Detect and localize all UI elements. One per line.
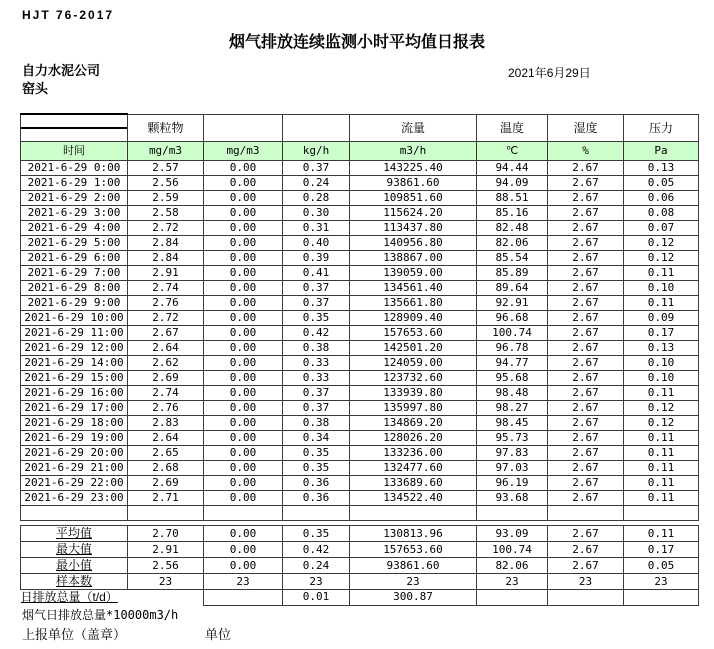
daily-total-value-cell	[624, 590, 699, 606]
empty-cell	[283, 506, 350, 521]
value-cell: 0.12	[624, 401, 699, 416]
value-cell: 2.67	[548, 341, 624, 356]
value-cell: 0.28	[283, 191, 350, 206]
summary-label: 平均值	[55, 526, 92, 540]
table-row	[21, 221, 699, 236]
value-cell: 2.67	[548, 236, 624, 251]
unit-cell: mg/m3	[128, 142, 204, 161]
summary-value-cell: 0.00	[204, 558, 283, 574]
value-cell: 2.76	[128, 296, 204, 311]
empty-cell	[21, 506, 128, 521]
value-cell: 135997.80	[350, 401, 477, 416]
value-cell: 0.00	[204, 416, 283, 431]
summary-value-cell: 23	[204, 574, 283, 590]
summary-value-cell: 93861.60	[350, 558, 477, 574]
time-cell: 2021-6-29 2:00	[21, 191, 128, 206]
value-cell: 96.68	[477, 311, 548, 326]
value-cell: 0.10	[624, 371, 699, 386]
value-cell: 2.67	[548, 251, 624, 266]
value-cell: 124059.00	[350, 356, 477, 371]
table-row	[21, 356, 699, 371]
value-cell: 0.12	[624, 236, 699, 251]
value-cell: 98.48	[477, 386, 548, 401]
time-cell: 2021-6-29 21:00	[21, 461, 128, 476]
summary-value-cell: 0.17	[624, 542, 699, 558]
value-cell: 0.00	[204, 446, 283, 461]
value-cell: 0.00	[204, 431, 283, 446]
summary-value-cell: 130813.96	[350, 526, 477, 542]
time-cell: 2021-6-29 23:00	[21, 491, 128, 506]
table-row	[21, 266, 699, 281]
value-cell: 0.41	[283, 266, 350, 281]
company-block	[22, 62, 100, 98]
value-cell: 2.67	[548, 446, 624, 461]
value-cell: 0.00	[204, 311, 283, 326]
value-cell: 0.06	[624, 191, 699, 206]
monitoring-table	[20, 113, 699, 521]
value-cell: 0.38	[283, 341, 350, 356]
value-cell: 96.19	[477, 476, 548, 491]
corner-cell	[21, 114, 128, 142]
summary-value-cell: 23	[477, 574, 548, 590]
value-cell: 2.59	[128, 191, 204, 206]
value-cell: 97.83	[477, 446, 548, 461]
col-header-particulate: 颗粒物	[128, 114, 204, 142]
value-cell: 0.35	[283, 446, 350, 461]
empty-cell	[548, 506, 624, 521]
value-cell: 92.91	[477, 296, 548, 311]
unit-cell: mg/m3	[204, 142, 283, 161]
summary-label: 最小值	[55, 558, 92, 572]
value-cell: 2.68	[128, 461, 204, 476]
value-cell: 85.89	[477, 266, 548, 281]
value-cell: 2.67	[548, 296, 624, 311]
time-cell: 2021-6-29 16:00	[21, 386, 128, 401]
value-cell: 2.67	[548, 401, 624, 416]
table-row	[21, 326, 699, 341]
value-cell: 0.35	[283, 311, 350, 326]
value-cell: 0.17	[624, 326, 699, 341]
summary-value-cell: 0.00	[204, 526, 283, 542]
value-cell: 143225.40	[350, 161, 477, 176]
value-cell: 0.30	[283, 206, 350, 221]
value-cell: 96.78	[477, 341, 548, 356]
value-cell: 2.83	[128, 416, 204, 431]
time-cell: 2021-6-29 14:00	[21, 356, 128, 371]
value-cell: 138867.00	[350, 251, 477, 266]
value-cell: 109851.60	[350, 191, 477, 206]
empty-row	[21, 506, 699, 521]
value-cell: 0.00	[204, 176, 283, 191]
summary-value-cell: 0.42	[283, 542, 350, 558]
value-cell: 2.64	[128, 341, 204, 356]
time-cell: 2021-6-29 11:00	[21, 326, 128, 341]
time-column-header: 时间	[21, 142, 128, 161]
empty-cell	[204, 506, 283, 521]
value-cell: 134869.20	[350, 416, 477, 431]
value-cell: 2.76	[128, 401, 204, 416]
value-cell: 2.67	[548, 206, 624, 221]
value-cell: 93.68	[477, 491, 548, 506]
summary-body	[21, 526, 699, 606]
time-cell: 2021-6-29 7:00	[21, 266, 128, 281]
value-cell: 0.05	[624, 176, 699, 191]
value-cell: 0.00	[204, 461, 283, 476]
value-cell: 0.00	[204, 356, 283, 371]
value-cell: 2.74	[128, 386, 204, 401]
value-cell: 2.62	[128, 356, 204, 371]
standard-code: HJT 76-2017	[22, 8, 115, 22]
value-cell: 2.84	[128, 236, 204, 251]
summary-value-cell: 23	[350, 574, 477, 590]
summary-value-cell: 23	[548, 574, 624, 590]
value-cell: 93861.60	[350, 176, 477, 191]
value-cell: 2.69	[128, 476, 204, 491]
value-cell: 0.00	[204, 386, 283, 401]
empty-cell	[128, 506, 204, 521]
time-cell: 2021-6-29 12:00	[21, 341, 128, 356]
table-row	[21, 416, 699, 431]
daily-total-value-cell	[477, 590, 548, 606]
value-cell: 2.67	[548, 461, 624, 476]
table-row	[21, 161, 699, 176]
value-cell: 128026.20	[350, 431, 477, 446]
value-cell: 94.09	[477, 176, 548, 191]
unit-cell: Pa	[624, 142, 699, 161]
summary-row	[21, 526, 699, 542]
value-cell: 2.71	[128, 491, 204, 506]
value-cell: 0.37	[283, 401, 350, 416]
summary-row	[21, 574, 699, 590]
value-cell: 0.10	[624, 281, 699, 296]
unit-cell: ℃	[477, 142, 548, 161]
col-header-humidity: 湿度	[548, 114, 624, 142]
value-cell: 2.72	[128, 221, 204, 236]
value-cell: 2.67	[548, 266, 624, 281]
time-cell: 2021-6-29 19:00	[21, 431, 128, 446]
table-row	[21, 251, 699, 266]
value-cell: 0.00	[204, 206, 283, 221]
value-cell: 0.12	[624, 416, 699, 431]
table-row	[21, 206, 699, 221]
value-cell: 0.12	[624, 251, 699, 266]
value-cell: 2.65	[128, 446, 204, 461]
value-cell: 0.11	[624, 386, 699, 401]
value-cell: 2.67	[548, 431, 624, 446]
table-row	[21, 176, 699, 191]
time-cell: 2021-6-29 17:00	[21, 401, 128, 416]
summary-value-cell: 0.35	[283, 526, 350, 542]
value-cell: 95.68	[477, 371, 548, 386]
col-header-empty-2	[283, 114, 350, 142]
value-cell: 0.13	[624, 161, 699, 176]
summary-value-cell: 23	[128, 574, 204, 590]
summary-value-cell: 2.56	[128, 558, 204, 574]
value-cell: 0.24	[283, 176, 350, 191]
value-cell: 132477.60	[350, 461, 477, 476]
summary-value-cell: 0.05	[624, 558, 699, 574]
value-cell: 0.00	[204, 236, 283, 251]
value-cell: 97.03	[477, 461, 548, 476]
summary-value-cell: 0.11	[624, 526, 699, 542]
value-cell: 0.11	[624, 461, 699, 476]
value-cell: 0.00	[204, 281, 283, 296]
table-row	[21, 281, 699, 296]
summary-label: 最大值	[55, 542, 92, 556]
summary-label-cell	[21, 526, 128, 542]
time-cell: 2021-6-29 1:00	[21, 176, 128, 191]
value-cell: 2.72	[128, 311, 204, 326]
value-cell: 133939.80	[350, 386, 477, 401]
value-cell: 2.58	[128, 206, 204, 221]
value-cell: 0.00	[204, 401, 283, 416]
summary-row	[21, 558, 699, 574]
daily-total-label: 日排放总量（t/d）	[20, 590, 118, 604]
value-cell: 2.67	[548, 356, 624, 371]
group-header-row	[21, 114, 699, 142]
value-cell: 2.67	[128, 326, 204, 341]
unit-header-row	[21, 142, 699, 161]
value-cell: 0.33	[283, 356, 350, 371]
value-cell: 0.38	[283, 416, 350, 431]
value-cell: 2.67	[548, 161, 624, 176]
daily-total-label-cell	[21, 590, 204, 606]
summary-table	[20, 525, 699, 606]
time-cell: 2021-6-29 18:00	[21, 416, 128, 431]
value-cell: 0.39	[283, 251, 350, 266]
value-cell: 94.44	[477, 161, 548, 176]
time-cell: 2021-6-29 4:00	[21, 221, 128, 236]
col-header-pressure: 压力	[624, 114, 699, 142]
value-cell: 0.34	[283, 431, 350, 446]
value-cell: 2.64	[128, 431, 204, 446]
value-cell: 140956.80	[350, 236, 477, 251]
value-cell: 134522.40	[350, 491, 477, 506]
table-row	[21, 431, 699, 446]
report-unit-label: 上报单位（盖章）	[22, 627, 127, 642]
value-cell: 0.08	[624, 206, 699, 221]
value-cell: 2.56	[128, 176, 204, 191]
value-cell: 0.36	[283, 476, 350, 491]
table-row	[21, 341, 699, 356]
value-cell: 82.06	[477, 236, 548, 251]
time-cell: 2021-6-29 9:00	[21, 296, 128, 311]
value-cell: 2.57	[128, 161, 204, 176]
summary-value-cell: 23	[624, 574, 699, 590]
summary-value-cell: 157653.60	[350, 542, 477, 558]
value-cell: 85.16	[477, 206, 548, 221]
time-cell: 2021-6-29 22:00	[21, 476, 128, 491]
value-cell: 2.67	[548, 221, 624, 236]
daily-total-value-cell	[204, 590, 283, 606]
value-cell: 0.11	[624, 266, 699, 281]
value-cell: 157653.60	[350, 326, 477, 341]
value-cell: 0.37	[283, 296, 350, 311]
value-cell: 88.51	[477, 191, 548, 206]
value-cell: 100.74	[477, 326, 548, 341]
value-cell: 0.11	[624, 296, 699, 311]
value-cell: 128909.40	[350, 311, 477, 326]
summary-value-cell: 2.91	[128, 542, 204, 558]
value-cell: 94.77	[477, 356, 548, 371]
summary-value-cell: 2.67	[548, 558, 624, 574]
value-cell: 0.40	[283, 236, 350, 251]
summary-label-cell	[21, 574, 128, 590]
value-cell: 2.67	[548, 476, 624, 491]
value-cell: 0.00	[204, 476, 283, 491]
value-cell: 0.35	[283, 461, 350, 476]
value-cell: 0.00	[204, 341, 283, 356]
value-cell: 2.67	[548, 386, 624, 401]
value-cell: 0.36	[283, 491, 350, 506]
value-cell: 2.67	[548, 416, 624, 431]
value-cell: 0.00	[204, 371, 283, 386]
page-title: 烟气排放连续监测小时平均值日报表	[228, 34, 485, 51]
value-cell: 133689.60	[350, 476, 477, 491]
value-cell: 113437.80	[350, 221, 477, 236]
time-cell: 2021-6-29 8:00	[21, 281, 128, 296]
summary-value-cell: 93.09	[477, 526, 548, 542]
table-row	[21, 491, 699, 506]
summary-label-cell	[21, 542, 128, 558]
table-row	[21, 446, 699, 461]
value-cell: 0.00	[204, 161, 283, 176]
report-date: 2021年6月29日	[508, 66, 591, 80]
col-header-flow: 流量	[350, 114, 477, 142]
value-cell: 0.42	[283, 326, 350, 341]
table-row	[21, 401, 699, 416]
col-header-empty-1	[204, 114, 283, 142]
table-header	[21, 114, 699, 161]
value-cell: 0.33	[283, 371, 350, 386]
value-cell: 85.54	[477, 251, 548, 266]
value-cell: 0.10	[624, 356, 699, 371]
value-cell: 98.45	[477, 416, 548, 431]
value-cell: 0.11	[624, 491, 699, 506]
value-cell: 0.11	[624, 446, 699, 461]
empty-cell	[624, 506, 699, 521]
value-cell: 0.00	[204, 326, 283, 341]
empty-cell	[477, 506, 548, 521]
time-cell: 2021-6-29 5:00	[21, 236, 128, 251]
flow-total-note: 烟气日排放总量*10000m3/h	[22, 608, 179, 622]
value-cell: 0.00	[204, 251, 283, 266]
value-cell: 2.67	[548, 371, 624, 386]
value-cell: 82.48	[477, 221, 548, 236]
summary-value-cell: 23	[283, 574, 350, 590]
summary-value-cell: 0.24	[283, 558, 350, 574]
daily-total-value-cell: 300.87	[350, 590, 477, 606]
empty-cell	[350, 506, 477, 521]
summary-value-cell: 2.67	[548, 542, 624, 558]
time-cell: 2021-6-29 15:00	[21, 371, 128, 386]
value-cell: 123732.60	[350, 371, 477, 386]
station-name: 窑头	[22, 81, 49, 96]
value-cell: 0.00	[204, 221, 283, 236]
value-cell: 2.67	[548, 326, 624, 341]
value-cell: 2.67	[548, 491, 624, 506]
value-cell: 139059.00	[350, 266, 477, 281]
time-cell: 2021-6-29 10:00	[21, 311, 128, 326]
summary-label-cell	[21, 558, 128, 574]
value-cell: 142501.20	[350, 341, 477, 356]
value-cell: 0.07	[624, 221, 699, 236]
value-cell: 89.64	[477, 281, 548, 296]
table-row	[21, 191, 699, 206]
value-cell: 95.73	[477, 431, 548, 446]
value-cell: 0.37	[283, 281, 350, 296]
value-cell: 0.00	[204, 266, 283, 281]
value-cell: 0.00	[204, 191, 283, 206]
table-row	[21, 476, 699, 491]
table-row	[21, 296, 699, 311]
value-cell: 2.67	[548, 176, 624, 191]
table-row	[21, 371, 699, 386]
daily-total-value-cell	[548, 590, 624, 606]
table-row	[21, 311, 699, 326]
table-row	[21, 236, 699, 251]
value-cell: 0.11	[624, 476, 699, 491]
table-row	[21, 386, 699, 401]
value-cell: 2.84	[128, 251, 204, 266]
summary-value-cell: 2.70	[128, 526, 204, 542]
table-body	[21, 161, 699, 521]
daily-total-value-cell: 0.01	[283, 590, 350, 606]
value-cell: 134561.40	[350, 281, 477, 296]
value-cell: 2.67	[548, 281, 624, 296]
col-header-temperature: 温度	[477, 114, 548, 142]
summary-value-cell: 2.67	[548, 526, 624, 542]
daily-total-row	[21, 590, 699, 606]
summary-value-cell: 82.06	[477, 558, 548, 574]
value-cell: 0.37	[283, 386, 350, 401]
value-cell: 135661.80	[350, 296, 477, 311]
value-cell: 98.27	[477, 401, 548, 416]
value-cell: 0.09	[624, 311, 699, 326]
value-cell: 115624.20	[350, 206, 477, 221]
value-cell: 0.13	[624, 341, 699, 356]
time-cell: 2021-6-29 0:00	[21, 161, 128, 176]
time-cell: 2021-6-29 20:00	[21, 446, 128, 461]
value-cell: 2.67	[548, 311, 624, 326]
unit-cell: kg/h	[283, 142, 350, 161]
unit-label: 单位	[205, 627, 232, 642]
company-name: 自力水泥公司	[22, 63, 101, 78]
summary-value-cell: 100.74	[477, 542, 548, 558]
value-cell: 2.69	[128, 371, 204, 386]
time-cell: 2021-6-29 6:00	[21, 251, 128, 266]
time-cell: 2021-6-29 3:00	[21, 206, 128, 221]
unit-cell: m3/h	[350, 142, 477, 161]
summary-label: 样本数	[55, 574, 92, 588]
corner-cell-divider	[21, 127, 127, 129]
value-cell: 0.31	[283, 221, 350, 236]
value-cell: 0.00	[204, 491, 283, 506]
value-cell: 133236.00	[350, 446, 477, 461]
value-cell: 2.91	[128, 266, 204, 281]
value-cell: 2.67	[548, 191, 624, 206]
summary-value-cell: 0.00	[204, 542, 283, 558]
summary-row	[21, 542, 699, 558]
value-cell: 0.37	[283, 161, 350, 176]
unit-cell: %	[548, 142, 624, 161]
value-cell: 2.74	[128, 281, 204, 296]
value-cell: 0.11	[624, 431, 699, 446]
value-cell: 0.00	[204, 296, 283, 311]
table-row	[21, 461, 699, 476]
